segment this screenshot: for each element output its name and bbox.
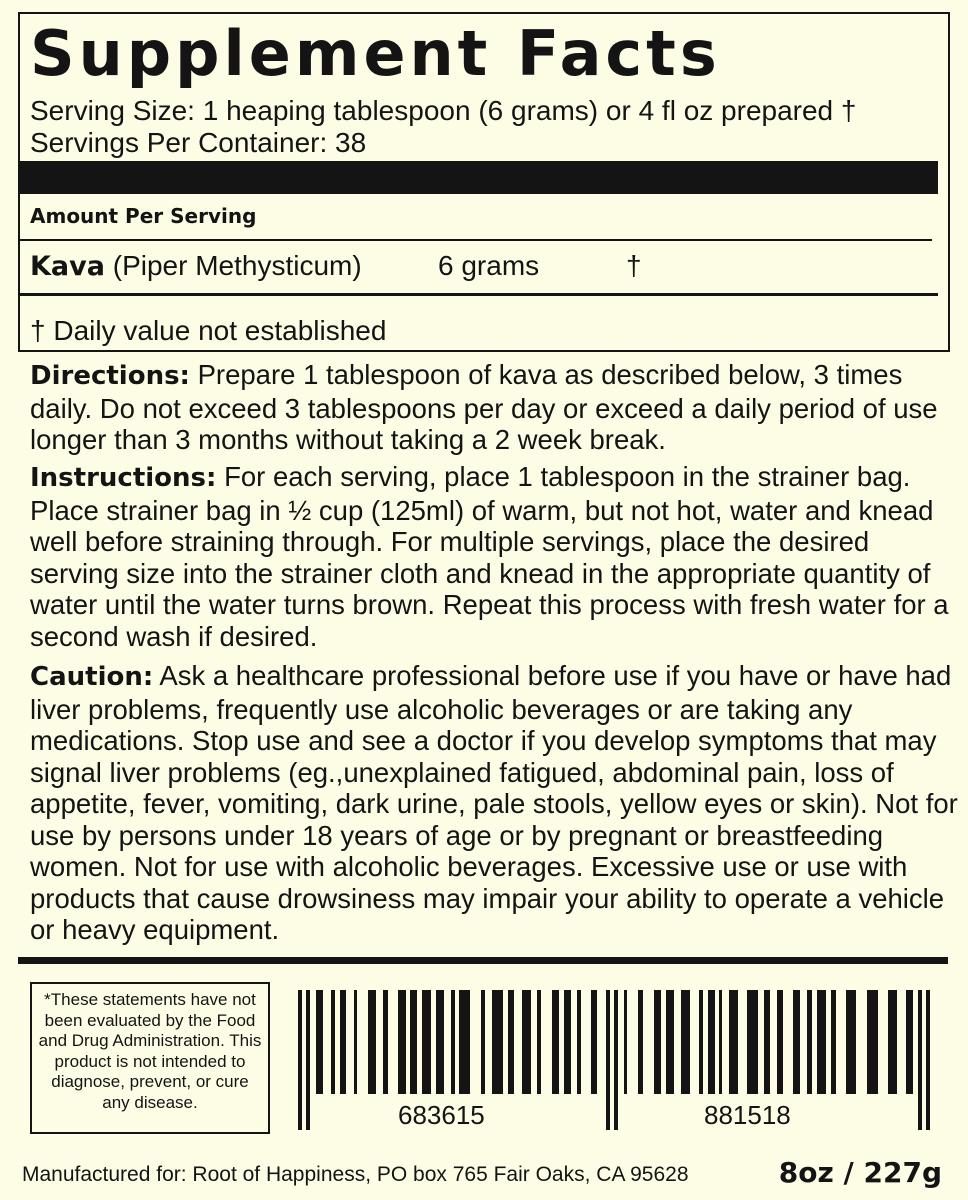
caution-heading: Caution: [30,662,154,692]
barcode-bar [764,990,770,1094]
barcode-bar [926,990,930,1130]
barcode-bar [577,990,581,1094]
barcode-bar [867,990,878,1094]
barcode-bar [793,990,800,1094]
directions-text: Prepare 1 tablespoon of kava as described below, 3 times daily. Do not exceed 3 tablespoons per day or exceed a daily period of use longer than 3 months without taking a 2 week break. [30,359,938,455]
barcode-bar [708,990,715,1094]
barcode-bar [614,990,618,1130]
ingredient-latin-name: (Piper Methysticum) [112,250,362,281]
barcode-bar [831,990,836,1094]
barcode-left-digits: 683615 [398,1100,485,1130]
instructions-heading: Instructions: [30,463,217,493]
ingredient-daily-value: † [626,250,642,281]
barcode-bar [306,990,310,1130]
barcode-bar [591,990,597,1094]
barcode-bar [436,990,444,1094]
barcode-bar [606,990,610,1130]
caution-paragraph [30,660,960,946]
barcode-bar [666,990,674,1094]
barcode-bar [368,990,376,1094]
medium-divider [20,293,938,296]
barcode-bar [719,990,722,1094]
barcode-bar [537,990,541,1094]
supplement-facts-panel [18,12,950,352]
barcode-bar [888,990,897,1094]
barcode-bar [492,990,503,1094]
fda-disclaimer: *These statements have not been evaluated by the Food and Drug Administration. This product is not intended to diagnose, prevent, or cure any disease. [30,982,270,1134]
barcode-right-digits: 881518 [704,1100,791,1130]
daily-value-note: † Daily value not established [30,315,387,346]
amount-per-serving-label: Amount Per Serving [30,204,257,228]
barcode-bar [422,990,431,1094]
barcode-bar [699,990,703,1094]
barcode-bar [552,990,559,1094]
barcode-bar [638,990,643,1094]
barcode-bar [807,990,812,1094]
barcode-bar [918,990,922,1130]
facts-title: Supplement Facts [30,17,721,90]
barcode-bar [331,990,335,1094]
barcode-bar [747,990,758,1094]
ingredient-amount: 6 grams [438,250,540,281]
barcode-bar [508,990,514,1094]
barcode-bar [906,990,913,1094]
barcode-bar [846,990,856,1094]
barcode-bar [654,990,661,1094]
barcode-bar [522,990,531,1094]
barcode-bar [729,990,738,1094]
ingredient-row [30,246,930,286]
barcode-bar [624,990,627,1094]
thin-divider [20,239,932,241]
barcode-bar [564,990,571,1094]
barcode-bar [298,990,302,1130]
bottom-divider [18,957,948,964]
barcode-bar [459,990,470,1094]
barcode [298,990,938,1130]
instructions-text: For each serving, place 1 tablespoon in the strainer bag. Place strainer bag in ½ cup (125ml) of warm, but not hot, water and knead well before straining through. For multiple servings, place the desired serving size into the strainer cloth and knead in the appropriate quantity of water until the water turns brown. Repeat this process with fresh water for a second wash if desired. [30,461,949,652]
thick-divider [20,161,938,194]
ingredient-name: Kava [30,251,105,282]
caution-text: Ask a healthcare professional before use if you have or have had liver problems, frequently use alcoholic beverages or are taking any medications. Stop use and see a doctor if you develop symptoms that may signal liver problems (eg.,unexplained fatigued, abdominal pain, loss of appetite, fever, vomiting, dark urine, pale stools, yellow eyes or skin). Not for use by persons under 18 years of age or by pregnant or breastfeeding women. Not for use with alcoholic beverages. Excessive use or use with products that cause drowsiness may impair your ability to operate a vehicle or heavy equipment. [30,660,958,945]
barcode-bar [451,990,455,1094]
barcode-bar [681,990,690,1094]
manufacturer-info: Manufactured for: Root of Happiness, PO box 765 Fair Oaks, CA 95628 [22,1163,689,1186]
servings-per-container: Servings Per Container: 38 [30,127,367,158]
barcode-bar [817,990,826,1094]
barcode-bar [481,990,485,1094]
barcode-bar [398,990,406,1094]
directions-paragraph [30,359,960,456]
barcode-bar [340,990,346,1094]
barcode-bar [316,990,323,1094]
serving-size: Serving Size: 1 heaping tablespoon (6 grams) or 4 fl oz prepared † [30,95,857,126]
barcode-bar [777,990,783,1094]
directions-heading: Directions: [30,361,190,391]
instructions-paragraph [30,461,960,652]
net-weight: 8oz / 227g [778,1156,942,1189]
barcode-bar [383,990,388,1094]
barcode-bar [410,990,417,1094]
barcode-bar [354,990,357,1094]
